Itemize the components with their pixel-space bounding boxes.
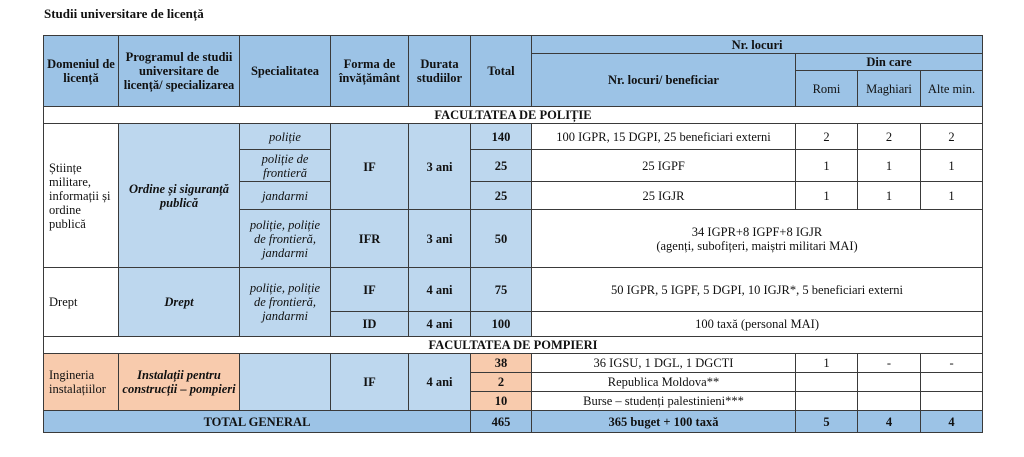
header-places-beneficiary: Nr. locuri/ beneficiar [532, 54, 796, 107]
other-frontiera: 1 [921, 150, 983, 182]
spec-law: poliție, poliție de frontieră, jandarmi [240, 268, 331, 337]
empty-fire-3a [796, 392, 858, 411]
total-general-hungarians: 4 [858, 411, 921, 433]
faculty-police-title: FACULTATEA DE POLIȚIE [44, 107, 983, 124]
spec-politie: poliție [240, 124, 331, 150]
total-ifr: 50 [471, 210, 532, 268]
total-law-if: 75 [471, 268, 532, 312]
form-if: IF [331, 124, 409, 210]
empty-fire-2c [921, 373, 983, 392]
hungarians-frontiera: 1 [858, 150, 921, 182]
other-politie: 2 [921, 124, 983, 150]
duration-3-years: 3 ani [409, 124, 471, 210]
duration-law-id: 4 ani [409, 312, 471, 337]
header-places: Nr. locuri [532, 36, 983, 54]
beneficiary-ifr-line1: 34 IGPR+8 IGPF+8 IGJR [691, 224, 823, 239]
empty-fire-2a [796, 373, 858, 392]
form-ifr: IFR [331, 210, 409, 268]
total-law-id: 100 [471, 312, 532, 337]
header-roma: Romi [796, 71, 858, 107]
header-program: Programul de studii universitare de licență/ specializarea [119, 36, 240, 107]
duration-fire: 4 ani [409, 354, 471, 411]
beneficiary-ifr [532, 210, 983, 268]
header-form: Forma de învățământ [331, 36, 409, 107]
table-caption: Studii universitare de licență [44, 6, 204, 21]
beneficiary-frontiera: 25 IGPF [532, 150, 796, 182]
beneficiary-jandarmi: 25 IGJR [532, 182, 796, 210]
beneficiary-law-id: 100 taxă (personal MAI) [532, 312, 983, 337]
empty-fire-3c [921, 392, 983, 411]
spec-combined-ifr: poliție, poliție de frontieră, jandarmi [240, 210, 331, 268]
header-hungarians: Maghiari [858, 71, 921, 107]
program-public-order: Ordine și siguranță publică [119, 124, 240, 268]
empty-fire-2b [858, 373, 921, 392]
total-fire-2: 2 [471, 373, 532, 392]
header-other: Alte min. [921, 71, 983, 107]
program-law: Drept [119, 268, 240, 337]
admission-places-table [43, 35, 983, 433]
beneficiary-politie: 100 IGPR, 15 DGPI, 25 beneficiari externi [532, 124, 796, 150]
roma-frontiera: 1 [796, 150, 858, 182]
beneficiary-fire-3: Burse – studenți palestinieni*** [532, 392, 796, 411]
spec-frontiera: poliție de frontieră [240, 150, 331, 182]
total-frontiera: 25 [471, 150, 532, 182]
empty-fire-3b [858, 392, 921, 411]
hungarians-fire: - [858, 354, 921, 373]
duration-law-if: 4 ani [409, 268, 471, 312]
total-general-roma: 5 [796, 411, 858, 433]
beneficiary-ifr-line2: (agenți, subofițeri, maiștri militari MAI) [656, 238, 858, 253]
total-general-label: TOTAL GENERAL [44, 411, 471, 433]
faculty-fire-title: FACULTATEA DE POMPIERI [44, 337, 983, 354]
form-law-if: IF [331, 268, 409, 312]
total-politie: 140 [471, 124, 532, 150]
header-domain: Domeniul de licență [44, 36, 119, 107]
beneficiary-fire-1: 36 IGSU, 1 DGL, 1 DGCTI [532, 354, 796, 373]
total-fire-3: 10 [471, 392, 532, 411]
roma-politie: 2 [796, 124, 858, 150]
beneficiary-fire-2: Republica Moldova** [532, 373, 796, 392]
total-fire-1: 38 [471, 354, 532, 373]
total-jandarmi: 25 [471, 182, 532, 210]
total-general-summary: 365 buget + 100 taxă [532, 411, 796, 433]
header-of-which: Din care [796, 54, 983, 71]
program-installations: Instalații pentru construcții – pompieri [119, 354, 240, 411]
roma-fire: 1 [796, 354, 858, 373]
duration-3-years-ifr: 3 ani [409, 210, 471, 268]
domain-military: Științe militare, informații și ordine publică [44, 124, 119, 268]
hungarians-politie: 2 [858, 124, 921, 150]
domain-installations: Ingineria instalațiilor [44, 354, 119, 411]
spec-fire-empty [240, 354, 331, 411]
form-law-id: ID [331, 312, 409, 337]
domain-law: Drept [44, 268, 119, 337]
other-jandarmi: 1 [921, 182, 983, 210]
form-fire-if: IF [331, 354, 409, 411]
roma-jandarmi: 1 [796, 182, 858, 210]
header-duration: Durata studiilor [409, 36, 471, 107]
total-general-other: 4 [921, 411, 983, 433]
other-fire: - [921, 354, 983, 373]
header-specialty: Specialitatea [240, 36, 331, 107]
total-general-value: 465 [471, 411, 532, 433]
header-total: Total [471, 36, 532, 107]
hungarians-jandarmi: 1 [858, 182, 921, 210]
beneficiary-law-if: 50 IGPR, 5 IGPF, 5 DGPI, 10 IGJR*, 5 beneficiari externi [532, 268, 983, 312]
spec-jandarmi: jandarmi [240, 182, 331, 210]
